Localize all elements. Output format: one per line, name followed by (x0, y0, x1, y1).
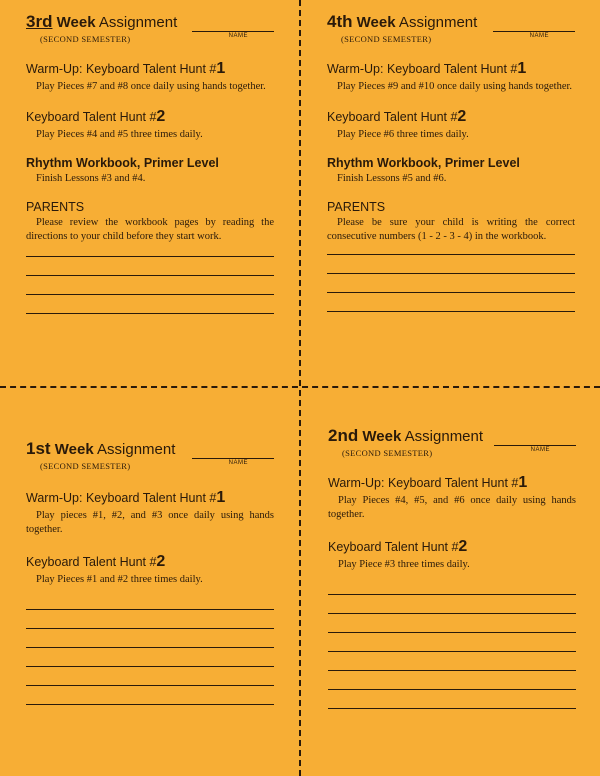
writing-line[interactable] (328, 613, 576, 632)
card-1st-week (26, 439, 274, 723)
parents-section (327, 200, 575, 244)
writing-line[interactable] (327, 292, 575, 311)
kth-heading: Keyboard Talent Hunt # (26, 555, 157, 569)
parents-section (26, 200, 274, 244)
writing-line[interactable] (26, 313, 274, 332)
name-field-line[interactable] (493, 31, 575, 32)
warmup-text: Play Pieces #9 and #10 once daily using hands together. (337, 81, 573, 92)
card-title: 2nd Week Assignment (328, 426, 484, 445)
card-title: 4th Week Assignment (327, 12, 478, 31)
semester-label: (SECOND SEMESTER) (40, 34, 131, 44)
writing-line[interactable] (327, 273, 575, 292)
parents-text: Please be sure your child is writing the correct consecutive numbers (1 - 2 - 3 - 4) in the workbook. (327, 217, 575, 242)
kth-section: Keyboard Talent Hunt #2 Play Piece #3 three times daily. (328, 538, 576, 572)
name-field-line[interactable] (192, 31, 274, 32)
writing-line[interactable] (327, 254, 575, 273)
kth-section: Keyboard Talent Hunt #2 Play Pieces #4 and #5 three times daily. (26, 108, 274, 142)
warmup-section: Warm-Up: Keyboard Talent Hunt #1 Play Pieces #9 and #10 once daily using hands together. (327, 60, 575, 94)
writing-line[interactable] (327, 311, 575, 330)
card-3rd-week (26, 12, 274, 332)
writing-line[interactable] (26, 666, 274, 685)
warmup-section: Warm-Up: Keyboard Talent Hunt #1 Play Pieces #4, #5, and #6 once daily using hands together. (328, 474, 576, 520)
semester-label: (SECOND SEMESTER) (341, 34, 432, 44)
warmup-text: Play Pieces #7 and #8 once daily using hands together. (36, 81, 266, 92)
rhythm-text: Finish Lessons #3 and #4. (36, 173, 146, 184)
name-field-line[interactable] (494, 445, 576, 446)
kth-heading: Keyboard Talent Hunt # (327, 110, 458, 124)
writing-line[interactable] (26, 685, 274, 704)
warmup-text: Play pieces #1, #2, and #3 once daily using hands together. (26, 510, 274, 535)
warmup-heading: Warm-Up: Keyboard Talent Hunt # (327, 62, 518, 76)
writing-line[interactable] (328, 651, 576, 670)
writing-line[interactable] (26, 628, 274, 647)
kth-section: Keyboard Talent Hunt #2 Play Piece #6 three times daily. (327, 108, 575, 142)
writing-line[interactable] (328, 632, 576, 651)
writing-line[interactable] (328, 670, 576, 689)
warmup-heading: Warm-Up: Keyboard Talent Hunt # (26, 491, 217, 505)
writing-line[interactable] (328, 708, 576, 727)
kth-heading: Keyboard Talent Hunt # (328, 540, 459, 554)
name-field-line[interactable] (192, 458, 274, 459)
writing-line[interactable] (26, 609, 274, 628)
kth-text: Play Piece #3 three times daily. (338, 559, 470, 570)
writing-line[interactable] (328, 594, 576, 613)
warmup-heading: Warm-Up: Keyboard Talent Hunt # (26, 62, 217, 76)
horizontal-cut-line (0, 386, 600, 388)
writing-lines (26, 609, 274, 723)
card-title: 3rd Week Assignment (26, 12, 178, 31)
parents-text: Please review the workbook pages by reading the directions to your child before they start work. (26, 217, 274, 242)
writing-line[interactable] (26, 256, 274, 275)
kth-text: Play Pieces #1 and #2 three times daily. (36, 574, 203, 585)
rhythm-heading: Rhythm Workbook, Primer Level (26, 156, 219, 170)
name-label: NAME (228, 460, 248, 466)
writing-lines (26, 256, 274, 332)
kth-section: Keyboard Talent Hunt #2 Play Pieces #1 and #2 three times daily. (26, 553, 274, 587)
parents-heading: PARENTS (26, 200, 85, 214)
rhythm-heading: Rhythm Workbook, Primer Level (327, 156, 520, 170)
rhythm-section (26, 156, 274, 186)
parents-heading: PARENTS (327, 200, 386, 214)
warmup-section: Warm-Up: Keyboard Talent Hunt #1 Play pieces #1, #2, and #3 once daily using hands together. (26, 489, 274, 535)
writing-line[interactable] (26, 275, 274, 294)
warmup-text: Play Pieces #4, #5, and #6 once daily using hands together. (328, 495, 576, 520)
card-2nd-week (328, 426, 576, 727)
kth-heading: Keyboard Talent Hunt # (26, 110, 157, 124)
warmup-section: Warm-Up: Keyboard Talent Hunt #1 Play Pieces #7 and #8 once daily using hands together. (26, 60, 274, 94)
name-label: NAME (530, 447, 550, 453)
rhythm-section (327, 156, 575, 186)
vertical-cut-line (299, 0, 301, 776)
warmup-heading: Warm-Up: Keyboard Talent Hunt # (328, 476, 519, 490)
writing-lines (327, 254, 575, 330)
name-label: NAME (228, 33, 248, 39)
semester-label: (SECOND SEMESTER) (40, 461, 131, 471)
writing-lines (328, 594, 576, 727)
writing-line[interactable] (26, 294, 274, 313)
name-label: NAME (529, 33, 549, 39)
card-4th-week (327, 12, 575, 330)
kth-text: Play Pieces #4 and #5 three times daily. (36, 129, 203, 140)
semester-label: (SECOND SEMESTER) (342, 448, 433, 458)
writing-line[interactable] (26, 647, 274, 666)
writing-line[interactable] (328, 689, 576, 708)
card-title: 1st Week Assignment (26, 439, 176, 458)
rhythm-text: Finish Lessons #5 and #6. (337, 173, 447, 184)
writing-line[interactable] (26, 704, 274, 723)
kth-text: Play Piece #6 three times daily. (337, 129, 469, 140)
